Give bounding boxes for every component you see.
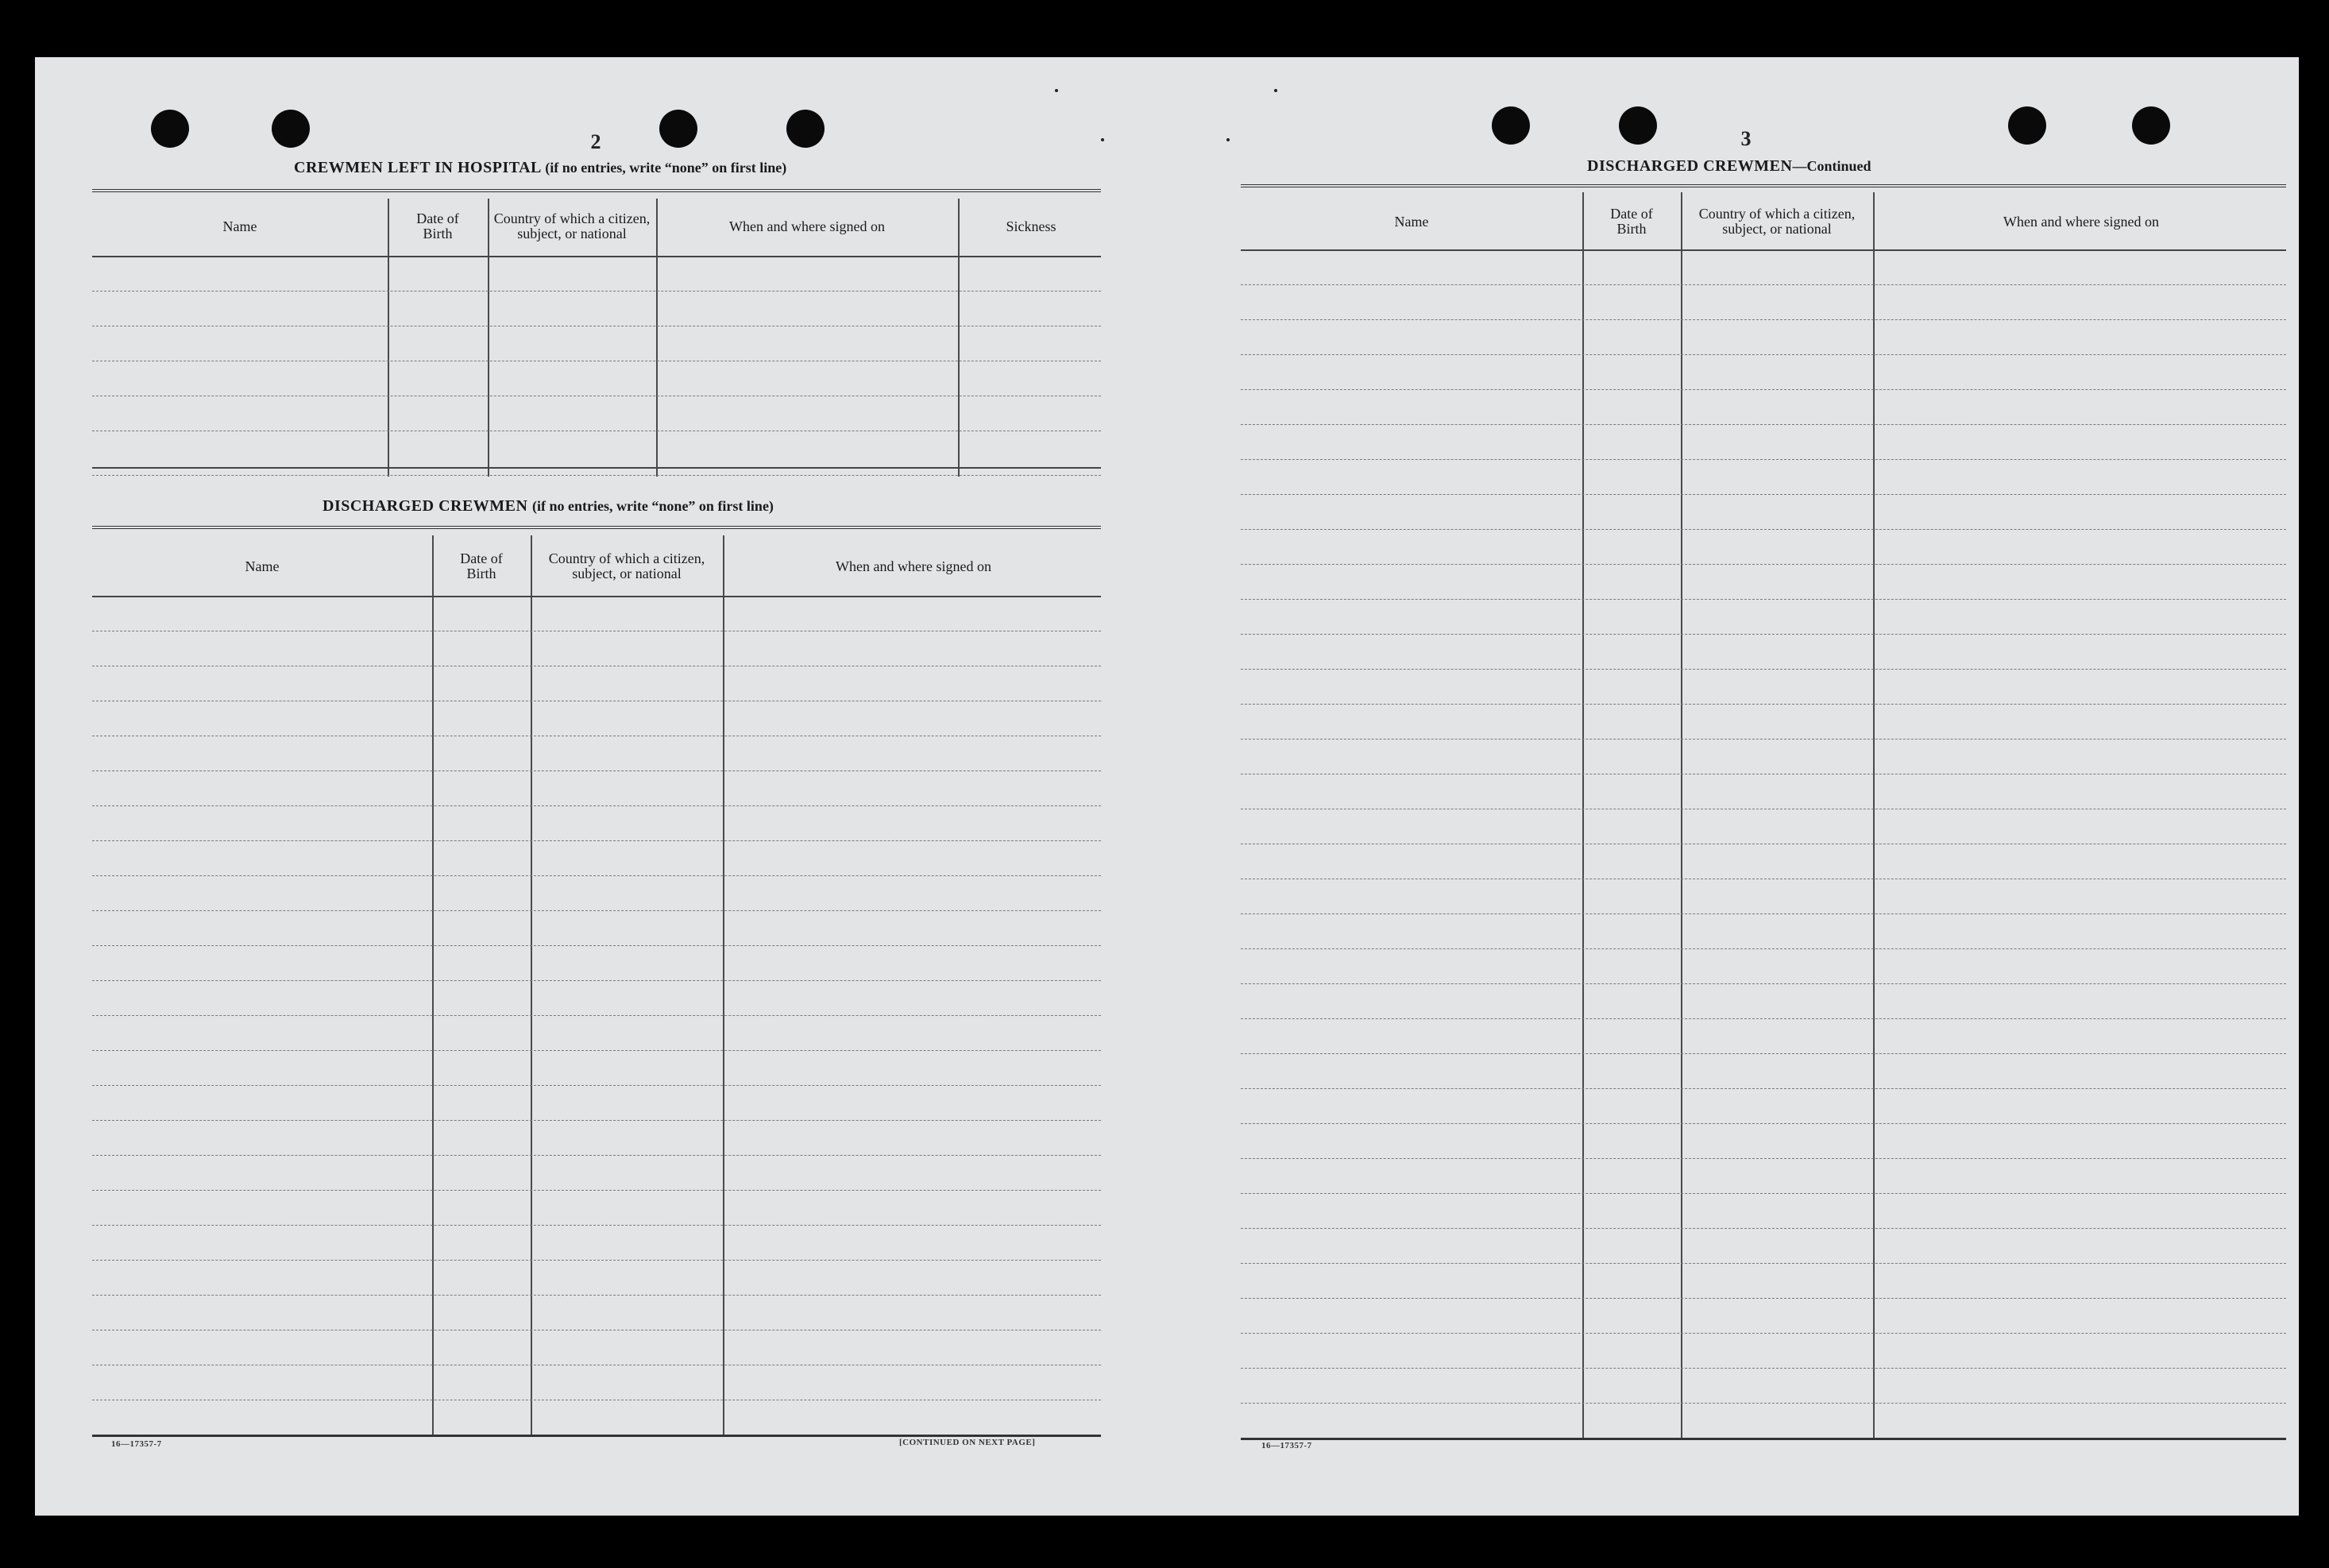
discharged-continued-title: [1587, 157, 1871, 176]
speck: [1226, 138, 1230, 141]
discharged-table: [92, 526, 1101, 1442]
form-number: 16—17357-7: [1261, 1441, 1312, 1450]
hospital-section-title: [294, 159, 786, 177]
hospital-table: [92, 189, 1101, 526]
page-number: 2: [590, 130, 601, 153]
punch-hole: [272, 110, 310, 148]
punch-hole: [2132, 106, 2170, 145]
col-when-where-signed-on: When and where signed on: [836, 558, 991, 574]
col-date-of-birth: Date of Birth: [1610, 206, 1653, 237]
col-country: Country of which a citizen, subject, or national: [493, 210, 651, 241]
page-number: 3: [1740, 127, 1752, 150]
continued-note: [CONTINUED ON NEXT PAGE]: [899, 1438, 1036, 1447]
discharged-continued-title-note: —Continued: [1792, 158, 1871, 174]
form-number: 16—17357-7: [111, 1439, 162, 1449]
col-country: Country of which a citizen, subject, or national: [548, 550, 705, 581]
discharged-section-title: [323, 497, 774, 516]
discharged-continued-title-main: DISCHARGED CREWMEN: [1587, 157, 1793, 175]
speck: [1101, 138, 1104, 141]
col-country: Country of which a citizen, subject, or national: [1698, 206, 1856, 237]
punch-hole: [786, 110, 825, 148]
form-sheet: [35, 57, 2299, 1516]
col-date-of-birth: Date of Birth: [460, 550, 503, 581]
punch-hole: [659, 110, 697, 148]
discharged-title-main: DISCHARGED CREWMEN: [323, 497, 528, 515]
punch-hole: [1619, 106, 1657, 145]
col-sickness: Sickness: [1006, 218, 1056, 234]
hospital-title-note: (if no entries, write “none” on first line): [545, 160, 787, 176]
speck: [1274, 89, 1277, 92]
discharged-continued-table: [1241, 184, 2286, 1444]
speck: [1055, 89, 1058, 92]
punch-hole: [2008, 106, 2046, 145]
punch-hole: [151, 110, 189, 148]
punch-hole: [1492, 106, 1530, 145]
discharged-title-note: (if no entries, write “none” on first line): [531, 498, 774, 514]
col-when-where-signed-on: When and where signed on: [729, 218, 885, 234]
col-name: Name: [245, 558, 280, 574]
hospital-title-main: CREWMEN LEFT IN HOSPITAL: [294, 159, 541, 176]
col-name: Name: [222, 218, 257, 234]
col-when-where-signed-on: When and where signed on: [2003, 213, 2159, 230]
col-name: Name: [1394, 213, 1429, 230]
col-date-of-birth: Date of Birth: [416, 210, 459, 241]
